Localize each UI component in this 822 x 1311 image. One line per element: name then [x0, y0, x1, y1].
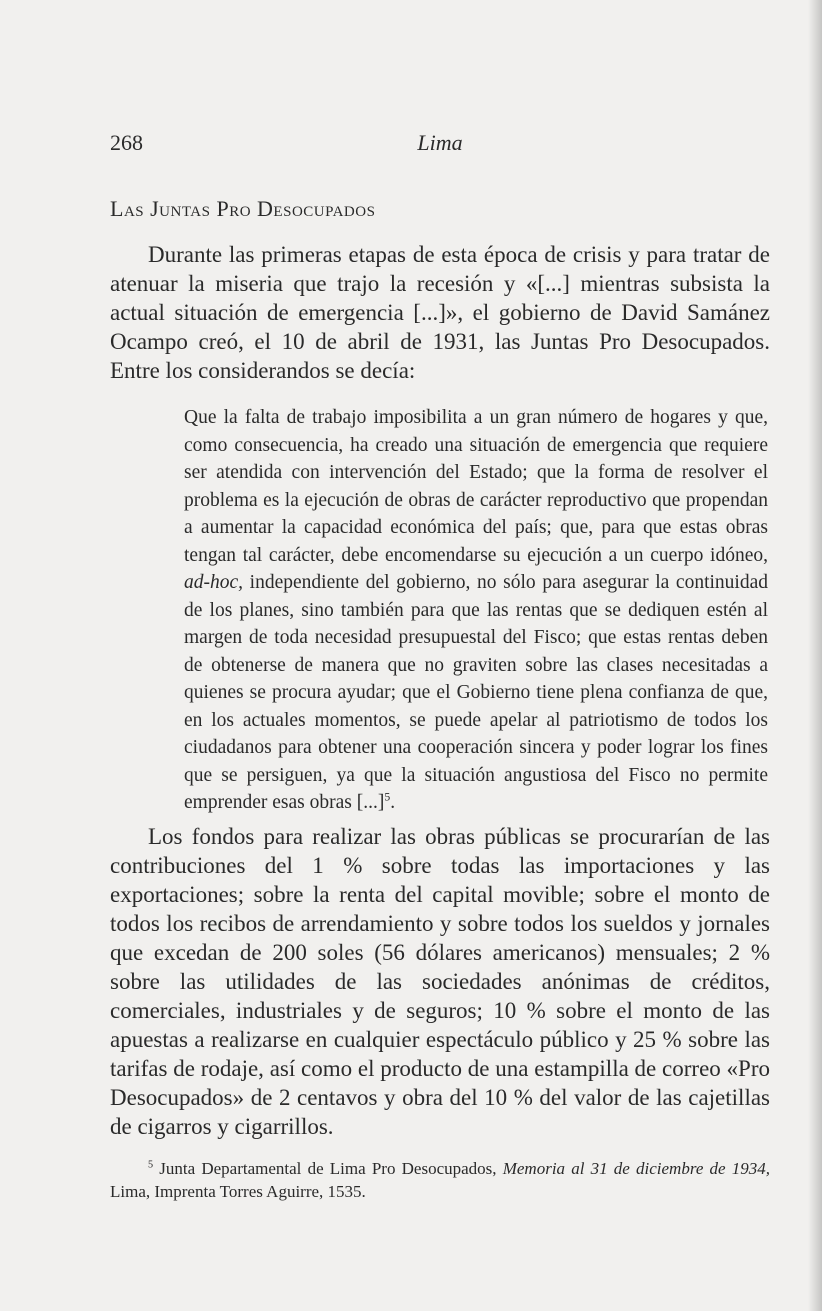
footnote — [110, 1157, 770, 1203]
footnote-text-start: Junta Departamental de Lima Pro Desocupados, — [153, 1159, 503, 1178]
footnote-text-end: Lima, Imprenta Torres Aguirre, 1535. — [110, 1182, 366, 1201]
block-quote — [184, 404, 768, 817]
running-title: Lima — [417, 130, 463, 155]
quote-italic-term: ad-hoc, — [184, 572, 244, 593]
running-header — [110, 130, 770, 162]
quote-text-start: Que la falta de trabajo imposibilita a un gran número de hogares y que, como consecuencia, ha creado una situación de emergencia que requiere ser atendida con intervención del Estado; que la forma de resolver el problema es la ejecución de obras de carácter reproductivo que propendan a aumentar la capacidad económica del país; que, para que estas obras tengan tal carácter, debe encomendarse su ejecución a un cuerpo idóneo, — [184, 407, 768, 566]
quote-text-end: independiente del gobierno, no sólo para asegurar la continuidad de los planes, sino también para que las rentas que se dediquen estén al margen de toda necesidad presupuestal del Fisco; que estas rentas deben de obtenerse de manera que no graviten sobre las clases necesitadas a quienes se procura ayudar; que el Gobierno tiene plena confianza de que, en los actuales momentos, se puede apelar al patriotismo de todos los ciudadanos para obtener una cooperación sincera y poder lograr los fines que se persiguen, ya que la situación angustiosa del Fisco no permite emprender esas obras [...] — [184, 572, 768, 813]
page-edge-shadow — [808, 0, 822, 1311]
body-paragraph-1: Durante las primeras etapas de esta época de crisis y para tratar de atenuar la miseria que trajo la recesión y «[...] mientras subsista la actual situación de emergencia [...]», el gobierno de David Samánez Ocampo creó, el 10 de abril de 1931, las Juntas Pro Desocupados. Entre los considerandos se decía: — [110, 242, 770, 383]
footnote-italic-title: Memoria al 31 de diciembre de 1934, — [502, 1159, 771, 1178]
footnote-reference[interactable]: 5 — [384, 790, 391, 804]
page-number: 268 — [110, 130, 143, 155]
footnote-marker: 5 — [148, 1159, 154, 1171]
section-heading: Las Juntas Pro Desocupados — [110, 196, 376, 221]
quote-end-punctuation: . — [390, 792, 396, 813]
body-paragraph-2: Los fondos para realizar las obras públicas se procurarían de las contribuciones del 1 % sobre todas las importaciones y las exportaciones; sobre la renta del capital movible; sobre el monto de todos los recibos de arrendamiento y sobre todos los sueldos y jornales que excedan de 200 soles (56 dólares americanos) mensuales; 2 % sobre las utilidades de las sociedades anónimas de créditos, comerciales, industriales y de seguros; 10 % sobre el monto de las apuestas a realizarse en cualquier espectáculo público y 25 % sobre las tarifas de rodaje, así como el producto de una estampilla de correo «Pro Desocupados» de 2 centavos y obra del 10 % del valor de las cajetillas de cigarros y cigarrillos. — [110, 824, 770, 1139]
